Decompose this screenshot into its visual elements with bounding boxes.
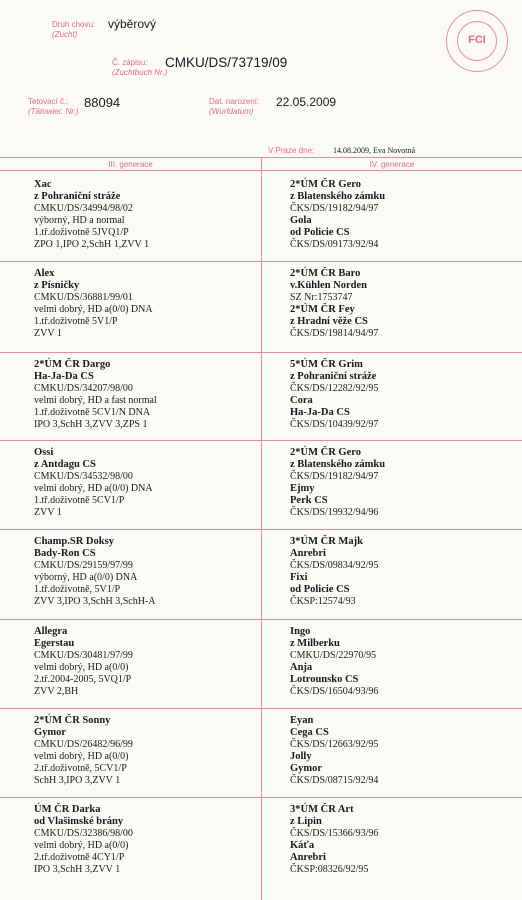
dog-detail-line: 2.tř.doživotně, 5CV1/P <box>34 763 127 774</box>
dog-name-line: Gymor <box>34 727 67 738</box>
generation-3-cell <box>34 268 153 340</box>
dog-detail-line: velmi dobrý, HD a fast normal <box>34 395 157 406</box>
druh-chovu-value: výběrový <box>108 17 157 31</box>
generation-4-cell <box>290 715 378 787</box>
row-divider <box>0 797 522 798</box>
generation-3-header: III. generace <box>108 160 153 169</box>
generation-3-cell <box>34 536 155 608</box>
fci-logo <box>446 10 508 72</box>
dog-detail-line: ČKS/DS/16504/93/96 <box>290 686 379 697</box>
dog-name-line: Eyan <box>290 715 314 726</box>
tetovaci-label-text: Tetovací č.: <box>28 97 69 106</box>
dog-detail-line: 1.tř.doživotně 5JVQ1/P <box>34 227 129 238</box>
tetovaci-label <box>28 97 79 117</box>
dog-name-line: ÚM ČR Darka <box>34 804 101 815</box>
druh-chovu-sublabel: (Zucht) <box>52 30 78 39</box>
dog-detail-line: CMKU/DS/34532/98/00 <box>34 471 133 482</box>
druh-chovu-label <box>52 20 95 40</box>
dog-detail-line: 2.tř.2004-2005, 5VQ1/P <box>34 674 132 685</box>
generation-4-cell <box>290 359 378 431</box>
dog-name-line: 3*ÚM ČR Majk <box>290 536 363 547</box>
dog-name-line: Xac <box>34 179 52 190</box>
dog-name-line: Ha-Ja-Da CS <box>290 407 350 418</box>
dog-detail-line: ČKSP:12574/93 <box>290 596 356 607</box>
dog-name-line: Ossi <box>34 447 54 458</box>
dog-detail-line: CMKU/DS/34994/98/02 <box>34 203 133 214</box>
dog-name-line: 2*ÚM ČR Fey <box>290 304 355 315</box>
generation-4-cell <box>290 804 378 876</box>
dog-detail-line: ČKS/DS/09834/92/95 <box>290 560 379 571</box>
generation-4-cell <box>290 268 378 340</box>
zapis-value: CMKU/DS/73719/09 <box>165 55 288 70</box>
dog-name-line: Cora <box>290 395 313 406</box>
dog-name-line: Ingo <box>290 626 311 637</box>
dog-detail-line: ČKS/DS/15366/93/96 <box>290 828 379 839</box>
dog-detail-line: ČKS/DS/19182/94/97 <box>290 471 379 482</box>
dog-detail-line: ČKS/DS/19932/94/96 <box>290 507 379 518</box>
dog-detail-line: ČKS/DS/19814/94/97 <box>290 328 379 339</box>
dog-detail-line: ČKS/DS/09173/92/94 <box>290 239 379 250</box>
zapis-label <box>112 58 167 78</box>
row-divider <box>0 261 522 262</box>
dog-name-line: Gymor <box>290 763 323 774</box>
dog-name-line: Egerstau <box>34 638 75 649</box>
dog-name-line: z Hradní věže CS <box>290 316 368 327</box>
generation-3-cell <box>34 804 133 876</box>
dog-name-line: Champ.SR Doksy <box>34 536 114 547</box>
dog-name-line: z Písničky <box>34 280 80 291</box>
dog-name-line: 2*ÚM ČR Sonny <box>34 715 111 726</box>
generation-3-cell <box>34 715 133 787</box>
generation-4-cell <box>290 447 385 519</box>
dog-name-line: od Policie CS <box>290 227 350 238</box>
generation-3-cell <box>34 447 153 519</box>
dog-name-line: Gola <box>290 215 312 226</box>
dog-name-line: Káťa <box>290 840 315 851</box>
dog-name-line: Fixi <box>290 572 308 583</box>
dog-name-line: z Pohraniční stráže <box>34 191 121 202</box>
dog-name-line: v.Kühlen Norden <box>290 280 368 291</box>
dog-detail-line: CMKU/DS/34207/98/00 <box>34 383 133 394</box>
dog-name-line: Cega CS <box>290 727 329 738</box>
dog-detail-line: velmi dobrý, HD a(0/0) DNA <box>34 304 153 315</box>
dog-detail-line: 1.tř.doživotně 5CV1/P <box>34 495 125 506</box>
dog-detail-line: SchH 3,IPO 3,ZVV 1 <box>34 775 121 786</box>
dog-name-line: Anja <box>290 662 313 673</box>
dog-detail-line: CMKU/DS/26482/96/99 <box>34 739 133 750</box>
dog-name-line: z Milberku <box>290 638 340 649</box>
dog-name-line: 3*ÚM ČR Art <box>290 804 354 815</box>
druh-chovu-label-text: Druh chovu: <box>52 20 96 29</box>
dog-name-line: z Pohraniční stráže <box>290 371 377 382</box>
dog-detail-line: výborný, HD a normal <box>34 215 125 226</box>
dog-detail-line: ČKS/DS/12663/92/95 <box>290 739 379 750</box>
dog-detail-line: CMKU/DS/32386/98/00 <box>34 828 133 839</box>
dog-detail-line: ZPO 1,IPO 2,SchH 1,ZVV 1 <box>34 239 150 250</box>
generation-4-cell <box>290 179 385 251</box>
dog-name-line: Jolly <box>290 751 312 762</box>
zapis-sublabel: (Zuchtbuch Nr.) <box>112 68 168 77</box>
dog-name-line: 2*ÚM ČR Gero <box>290 447 361 458</box>
row-divider <box>0 440 522 441</box>
narozeni-label <box>209 97 259 117</box>
dog-detail-line: ČKS/DS/12282/92/95 <box>290 383 379 394</box>
row-divider <box>0 529 522 530</box>
dog-detail-line: CMKU/DS/30481/97/99 <box>34 650 133 661</box>
dog-name-line: Anrebri <box>290 852 326 863</box>
dog-detail-line: ČKSP:08326/92/95 <box>290 864 369 875</box>
dog-detail-line: 1.tř.doživotně 5CV1/N DNA <box>34 407 151 418</box>
dog-detail-line: SZ Nr:1753747 <box>290 292 353 303</box>
dog-name-line: Ejmy <box>290 483 315 494</box>
dog-name-line: z Blatenského zámku <box>290 459 386 470</box>
dog-detail-line: 1.tř.doživotně, 5V1/P <box>34 584 121 595</box>
dog-name-line: z Antdagu CS <box>34 459 96 470</box>
dog-detail-line: výborný, HD a(0/0) DNA <box>34 572 138 583</box>
generation-4-cell <box>290 536 378 608</box>
dog-detail-line: ČKS/DS/19182/94/97 <box>290 203 379 214</box>
dog-detail-line: ČKS/DS/08715/92/94 <box>290 775 379 786</box>
fci-logo-text: FCI <box>468 34 486 46</box>
dog-detail-line: 1.tř.doživotně 5V1/P <box>34 316 118 327</box>
dog-name-line: Ha-Ja-Da CS <box>34 371 94 382</box>
dog-name-line: 2*ÚM ČR Dargo <box>34 359 111 370</box>
tetovaci-sublabel: (Tätowier. Nr.) <box>28 107 79 116</box>
dog-name-line: od Policie CS <box>290 584 350 595</box>
dog-detail-line: CMKU/DS/29159/97/99 <box>34 560 133 571</box>
dog-detail-line: velmi dobrý, HD a(0/0) <box>34 840 129 851</box>
generation-4-cell <box>290 626 378 698</box>
tetovaci-value: 88094 <box>84 95 121 110</box>
generation-3-cell <box>34 626 133 698</box>
row-divider <box>0 352 522 353</box>
dog-name-line: Allegra <box>34 626 68 637</box>
dog-detail-line: CMKU/DS/36881/99/01 <box>34 292 133 303</box>
dog-detail-line: velmi dobrý, HD a(0/0) <box>34 662 129 673</box>
dog-detail-line: ZVV 1 <box>34 507 62 518</box>
dog-detail-line: velmi dobrý, HD a(0/0) DNA <box>34 483 153 494</box>
narozeni-label-text: Dat. narození: <box>209 97 260 106</box>
dog-detail-line: velmi dobrý, HD a(0/0) <box>34 751 129 762</box>
dog-name-line: Lotrounsko CS <box>290 674 359 685</box>
dog-name-line: Bady-Ron CS <box>34 548 96 559</box>
dog-detail-line: IPO 3,SchH 3,ZVV 3,ZPS 1 <box>34 419 148 430</box>
dog-detail-line: CMKU/DS/22970/95 <box>290 650 377 661</box>
place-value: 14.08.2009, Eva Novotná <box>333 146 415 155</box>
row-divider <box>0 708 522 709</box>
dog-detail-line: 2.tř.doživotně 4CY1/P <box>34 852 125 863</box>
dog-name-line: 2*ÚM ČR Gero <box>290 179 361 190</box>
row-divider <box>0 619 522 620</box>
dog-name-line: z Blatenského zámku <box>290 191 386 202</box>
narozeni-sublabel: (Wurfdatum) <box>209 107 254 116</box>
dog-name-line: Anrebri <box>290 548 326 559</box>
dog-name-line: od Vlašimské brány <box>34 816 124 827</box>
dog-detail-line: ZVV 1 <box>34 328 62 339</box>
dog-name-line: 5*ÚM ČR Grim <box>290 359 363 370</box>
place-label: V Praze dne: <box>268 146 315 155</box>
zapis-label-text: Č. zápisu: <box>112 58 148 67</box>
dog-name-line: z Lipin <box>290 816 322 827</box>
dog-detail-line: ČKS/DS/10439/92/97 <box>290 419 379 430</box>
dog-detail-line: IPO 3,SchH 3,ZVV 1 <box>34 864 121 875</box>
dog-name-line: Perk CS <box>290 495 328 506</box>
generation-3-cell <box>34 179 149 251</box>
dog-name-line: Alex <box>34 268 55 279</box>
narozeni-value: 22.05.2009 <box>276 95 337 109</box>
generation-4-header: IV. generace <box>369 160 415 169</box>
dog-detail-line: ZVV 3,IPO 3,SchH 3,SchH-A <box>34 596 156 607</box>
generation-3-cell <box>34 359 157 431</box>
dog-name-line: 2*ÚM ČR Baro <box>290 268 361 279</box>
dog-detail-line: ZVV 2,BH <box>34 686 79 697</box>
